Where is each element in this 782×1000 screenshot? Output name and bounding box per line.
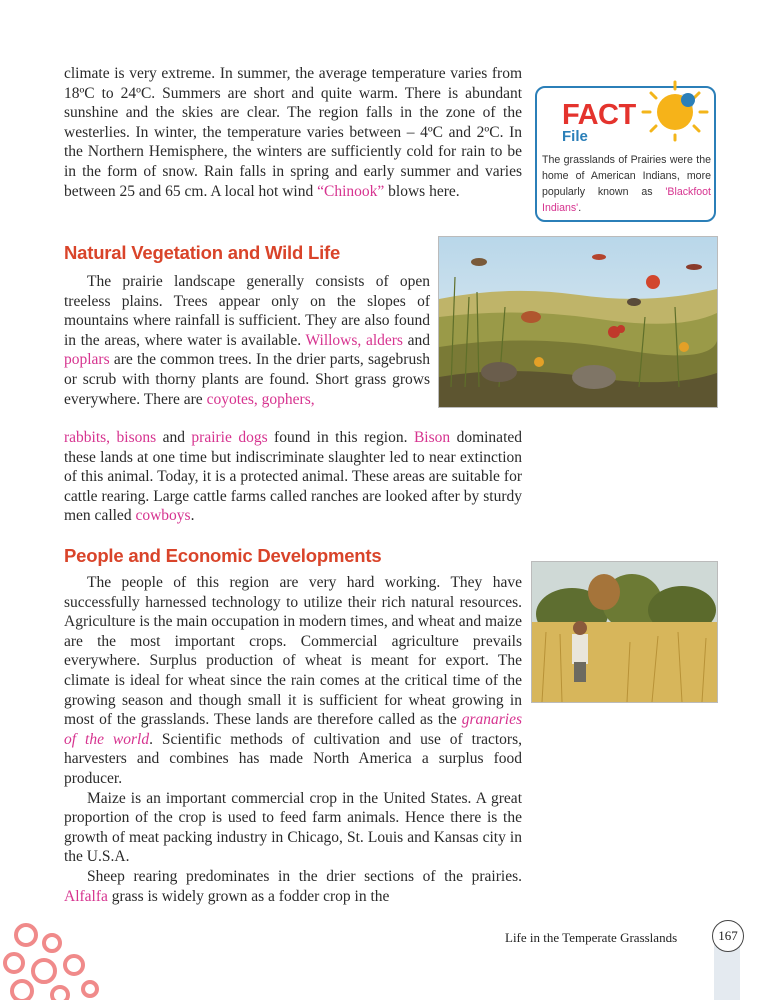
climate-text: climate is very extreme. In summer, the average temperature varies from 18ºC to 24ºC. Summers are short and quite warm. There is abundant sunshine and the skies are clear. The region falls in the zone of the westerlies. In winter, the temperature varies between – 4ºC and 2ºC. In the Northern Hemisphere, the winters are sufficiently cold for rain to be in the form of snow. Rain falls in spring and early summer and varies between 25 and 65 cm. A local hot wind	[64, 65, 522, 200]
sheep-text: Sheep rearing predominates in the drier sections of the prairies.	[87, 867, 522, 885]
maize-paragraph: Maize is an important commercial crop in the United States. A great proportion of the crop is used to feed farm animals. Hence there is the growth of meat packing industry in Chicago, St. Louis and Kansas city in the U.S.A.	[64, 789, 522, 866]
prairie-illustration	[439, 237, 717, 407]
vegetation-text-2: and	[402, 331, 430, 349]
climate-text-end: blows here.	[384, 182, 460, 200]
fact-subtitle: File	[562, 128, 588, 145]
chinook-term: “Chinook”	[317, 182, 385, 200]
wildlife-text: and	[156, 429, 192, 446]
wildlife-text-3: dominated these lands at one time but indiscriminate slaughter led to near extinction of this animal. Today, it is a protected animal. These areas are suitable for cattle rearing. Large cattle farms called ranches are looked after by sturdy men called	[64, 429, 523, 525]
fact-text	[542, 152, 711, 216]
fact-end: .	[578, 202, 582, 214]
cowboys-term: cowboys	[135, 507, 191, 525]
wheat-field-illustration	[532, 562, 717, 702]
alfalfa-term: Alfalfa	[64, 887, 108, 905]
vegetation-text: The prairie landscape generally consists of open treeless plains. Trees appear only on the slopes of mountains where rainfall is sufficient. They are also found in the areas, where water is available.	[64, 273, 430, 349]
page-number: 167	[712, 920, 744, 952]
trees-term: Willows, alders	[305, 331, 403, 349]
economy-paragraph	[64, 573, 522, 906]
economy-heading: People and Economic Developments	[64, 545, 382, 566]
fact-body: The grasslands of Prairies were the home of American Indians, more popularly known as	[542, 154, 711, 198]
wheat-field-image	[531, 561, 718, 703]
poplars-term: poplars	[64, 351, 110, 369]
decorative-circles	[0, 905, 110, 1000]
prairie-wildlife-image	[438, 236, 718, 408]
economy-text: The people of this region are very hard working. They have successfully harnessed technology to utilize their rich natural resources. Agriculture is the main occupation in modern times, and wheat and maize are the most important crops. Commercial agriculture prevails everywhere. Surplus production of wheat is meant for export. The climate is ideal for wheat since the rain comes at the critical time of the growing season and though small it is sufficient for wheat growing in most of the grasslands. These lands are therefore called as the	[64, 574, 522, 729]
fact-title: FACT	[559, 100, 639, 130]
wildlife-paragraph	[64, 428, 522, 526]
vegetation-text-3: are the common trees. In the drier parts, sagebrush or scrub with thorny plants are found. Short grass grows everywhere. There are	[64, 351, 430, 408]
fact-highlight: 'Blackfoot Indians'	[542, 186, 711, 214]
wildlife-text-2: found in this region.	[267, 429, 414, 446]
animals-term: coyotes, gophers,	[206, 390, 315, 408]
granaries-term: granaries of the world	[64, 711, 522, 748]
wildlife-text-end: .	[190, 507, 195, 525]
bison-term: Bison	[413, 429, 451, 446]
vegetation-heading: Natural Vegetation and Wild Life	[64, 242, 341, 263]
climate-paragraph	[64, 64, 522, 201]
sheep-paragraph	[64, 867, 522, 906]
prairie-dogs-term: prairie dogs	[191, 429, 268, 446]
economy-text-2: . Scientific methods of cultivation and use of tractors, harvesters and combines has made North America a surplus food producer.	[64, 730, 522, 787]
vegetation-paragraph	[64, 272, 430, 409]
rabbits-term: rabbits, bisons	[64, 429, 157, 446]
chapter-title: Life in the Temperate Grasslands	[505, 930, 678, 945]
sheep-text-2: grass is widely grown as a fodder crop in the	[107, 887, 390, 905]
sun-icon	[637, 80, 713, 142]
